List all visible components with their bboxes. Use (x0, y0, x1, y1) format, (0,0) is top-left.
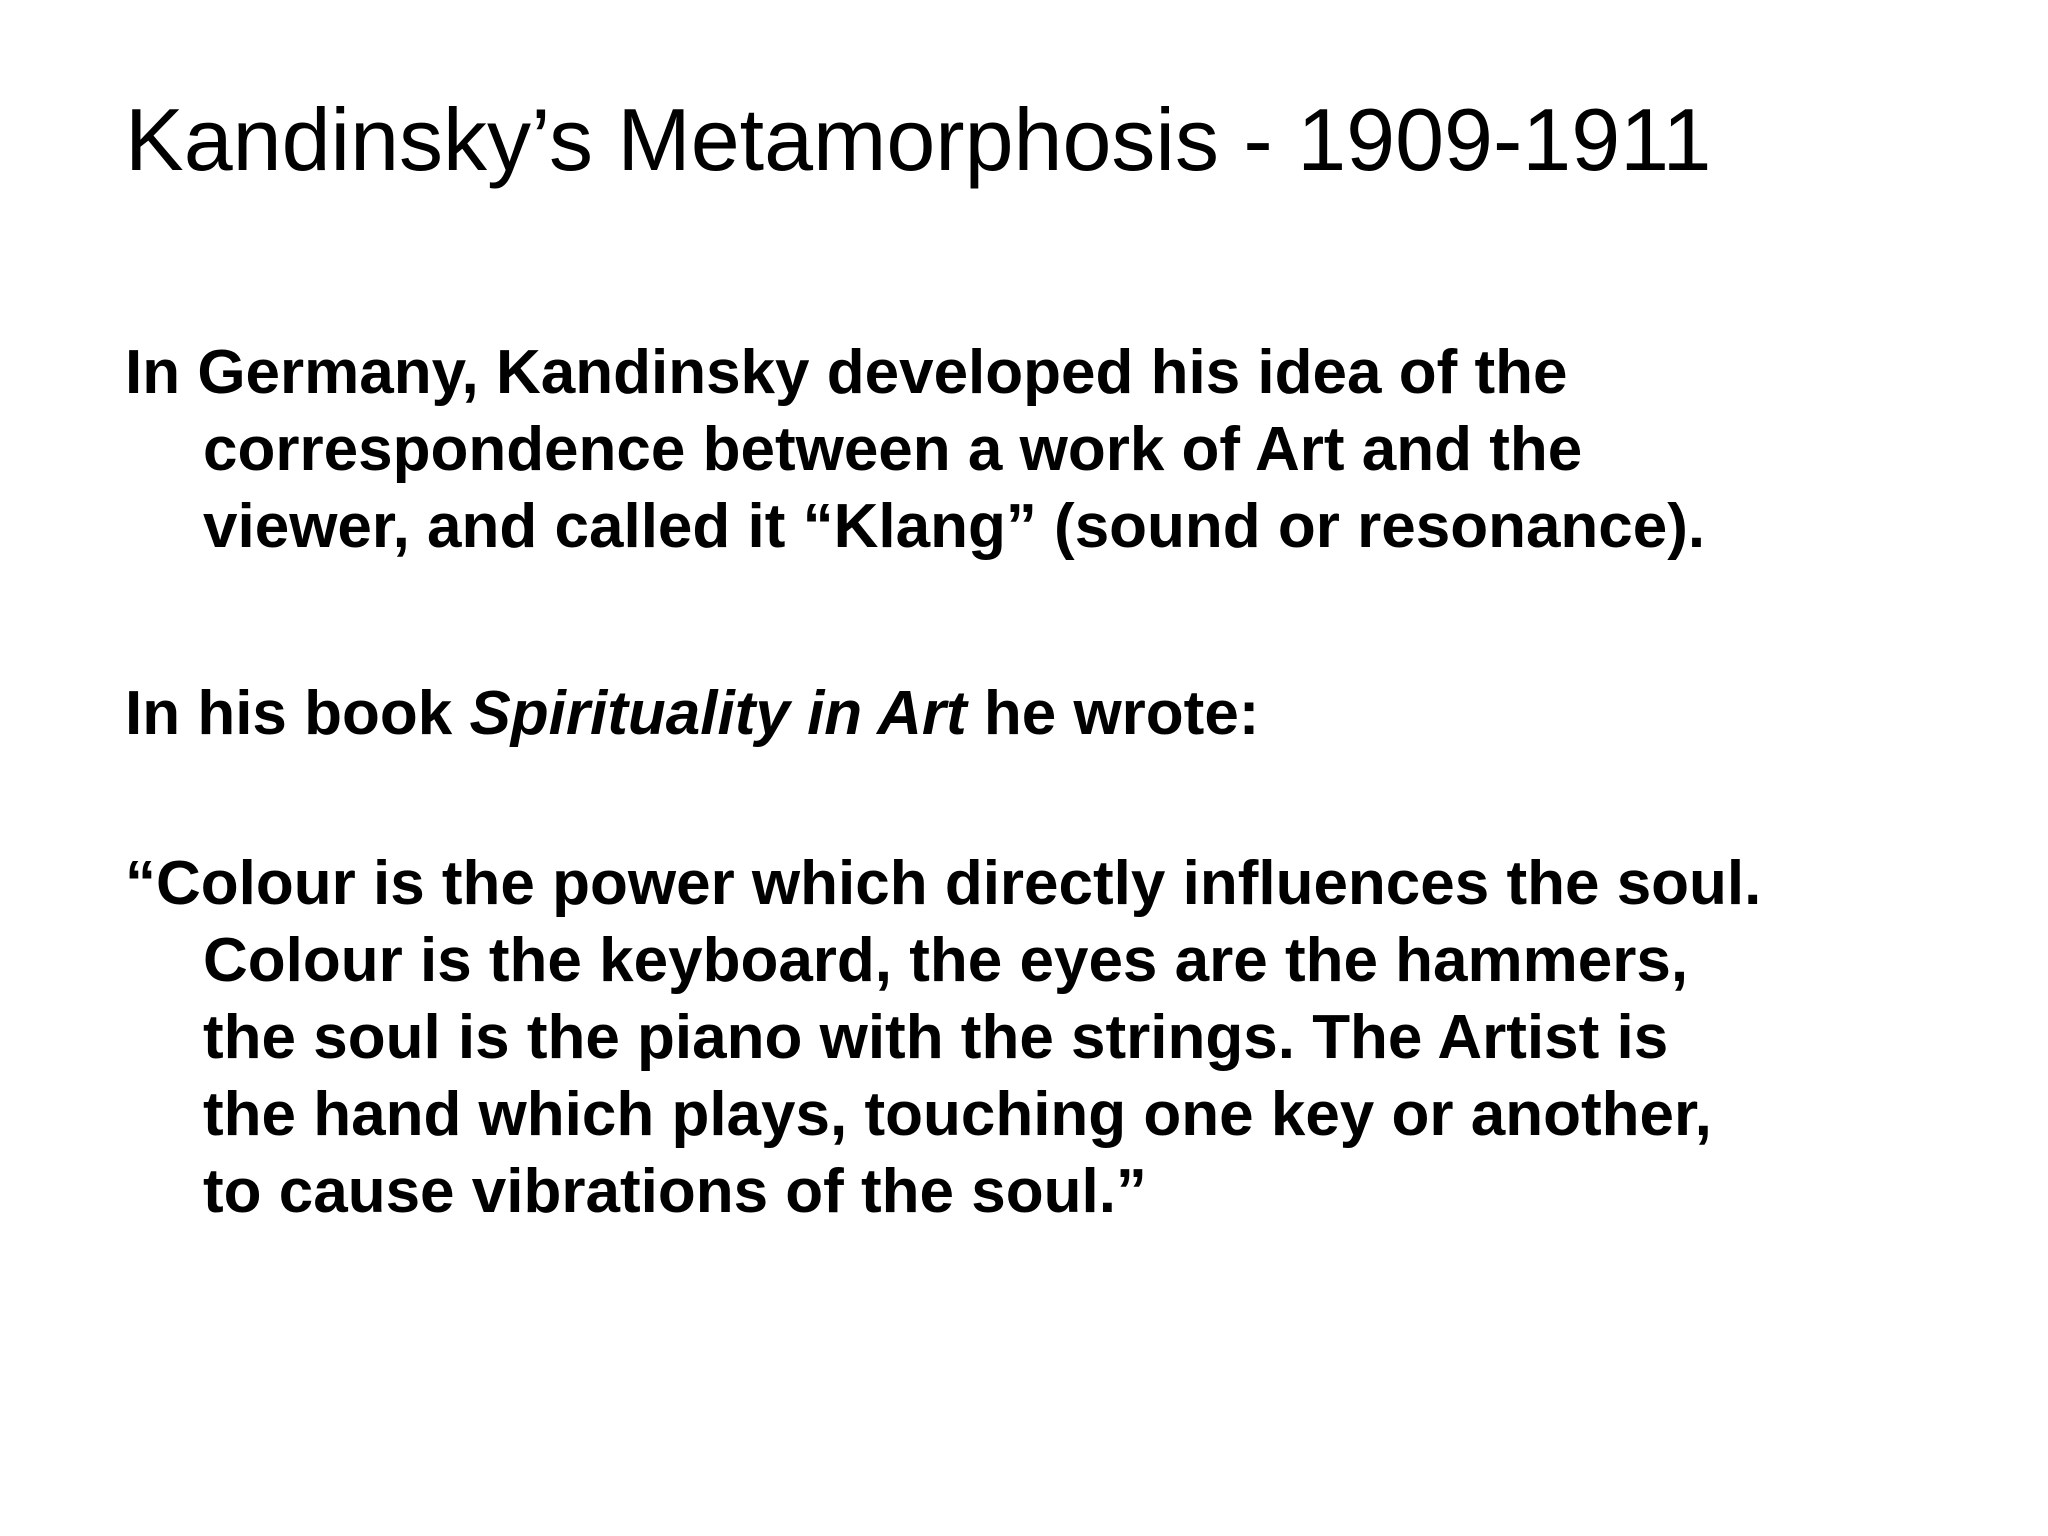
quote-line: to cause vibrations of the soul.” (203, 1157, 1147, 1226)
quote-line: Colour is the keyboard, the eyes are the hammers, (203, 926, 1689, 995)
quote-line: the hand which plays, touching one key or another, (203, 1080, 1712, 1149)
book-title: Spirituality in Art (469, 679, 967, 748)
paragraph-line: correspondence between a work of Art and the (203, 415, 1583, 484)
paragraph-book-intro (125, 675, 1259, 752)
slide-title: Kandinsky’s Metamorphosis - 1909-1911 (125, 90, 1712, 189)
book-intro-suffix: he wrote: (966, 679, 1260, 748)
paragraph-line: In Germany, Kandinsky developed his idea of the (125, 338, 1568, 407)
quote-block (125, 845, 1761, 1230)
paragraph-line: viewer, and called it “Klang” (sound or resonance). (203, 492, 1706, 561)
paragraph-klang (125, 334, 1705, 565)
quote-line: the soul is the piano with the strings. The Artist is (203, 1003, 1669, 1072)
book-intro-prefix: In his book (125, 679, 470, 748)
quote-line: “Colour is the power which directly influences the soul. (125, 849, 1762, 918)
